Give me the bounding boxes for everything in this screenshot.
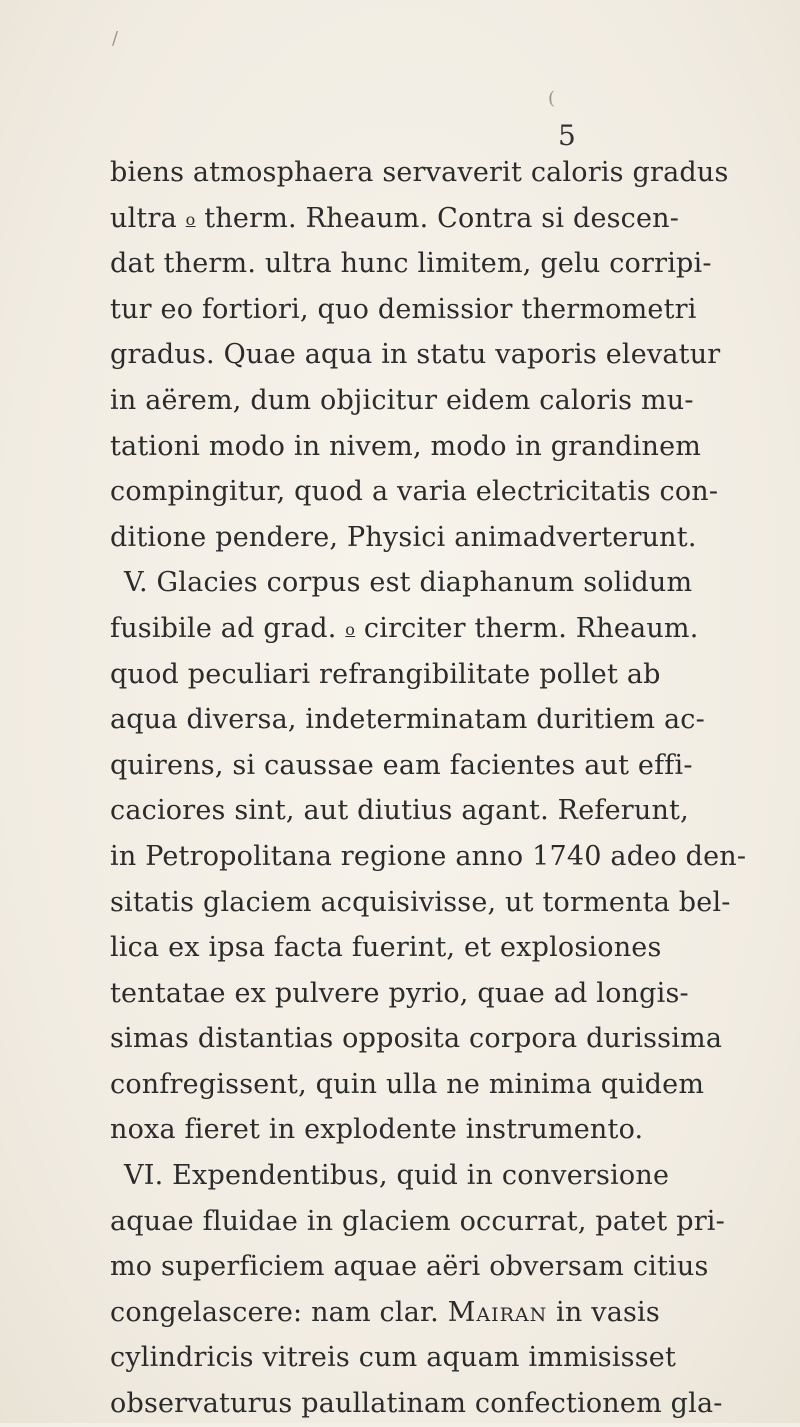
line-segment: circiter therm. Rheaum. [355, 612, 699, 644]
text-line: mo superficiem aquae aëri obversam citius [110, 1251, 709, 1283]
text-line: aqua diversa, indeterminatam duritiem ac- [110, 704, 705, 736]
text-line [110, 196, 750, 242]
line-segment: in vasis [547, 1296, 660, 1328]
text-line: lica ex ipsa facta fuerint, et explosiones [110, 932, 662, 964]
text-line: in aërem, dum objicitur eidem caloris mu- [110, 384, 694, 416]
line-segment: congelascere: nam clar. [110, 1296, 448, 1328]
text-line: aquae fluidae in glaciem occurrat, patet pri- [110, 1205, 725, 1237]
body-text [110, 150, 750, 1427]
text-line: dat therm. ultra hunc limitem, gelu corripi- [110, 248, 712, 280]
text-line: quirens, si caussae eam facientes aut effi- [110, 749, 693, 781]
text-line: ditione pendere, Physici animadverterunt. [110, 521, 697, 553]
line-segment: ultra [110, 202, 186, 234]
line-segment: therm. Rheaum. Contra si descen- [195, 202, 680, 234]
text-line: simas distantias opposita corpora durissima [110, 1023, 723, 1055]
author-name: Mairan [447, 1296, 548, 1328]
margin-mark: / [112, 28, 119, 49]
text-line: gradus. Quae aqua in statu vaporis elevatur [110, 339, 721, 371]
text-line: tationi modo in nivem, modo in grandinem [110, 430, 702, 462]
text-line: observaturus paullatinam confectionem gla- [110, 1388, 723, 1420]
text-line: caciores sint, aut diutius agant. Referunt, [110, 795, 689, 827]
margin-mark: ( [548, 88, 556, 109]
degree-mark: o [345, 619, 356, 639]
text-line [110, 606, 750, 652]
text-line: cylindricis vitreis cum aquam immisisset [110, 1342, 677, 1374]
text-line: tentatae ex pulvere pyrio, quae ad longis- [110, 977, 689, 1009]
text-line: confregissent, quin ulla ne minima quidem [110, 1068, 705, 1100]
degree-mark: o [185, 209, 196, 229]
text-line: quod peculiari refrangibilitate pollet ab [110, 658, 661, 690]
text-line: tur eo fortiori, quo demissior thermometri [110, 293, 697, 325]
text-line: noxa fieret in explodente instrumento. [110, 1114, 644, 1146]
text-line [110, 1290, 750, 1336]
text-line: compingitur, quod a varia electricitatis con- [110, 476, 719, 508]
page-number: 5 [558, 119, 576, 152]
text-line: biens atmosphaera servaverit caloris gradus [110, 157, 729, 188]
text-line: sitatis glaciem acquisivisse, ut tormenta bel- [110, 886, 731, 918]
text-line: V. Glacies corpus est diaphanum solidum [124, 567, 693, 599]
text-line: in Petropolitana regione anno 1740 adeo den- [110, 840, 747, 872]
line-segment: fusibile ad grad. [110, 612, 346, 644]
text-line: VI. Expendentibus, quid in conversione [124, 1160, 670, 1192]
